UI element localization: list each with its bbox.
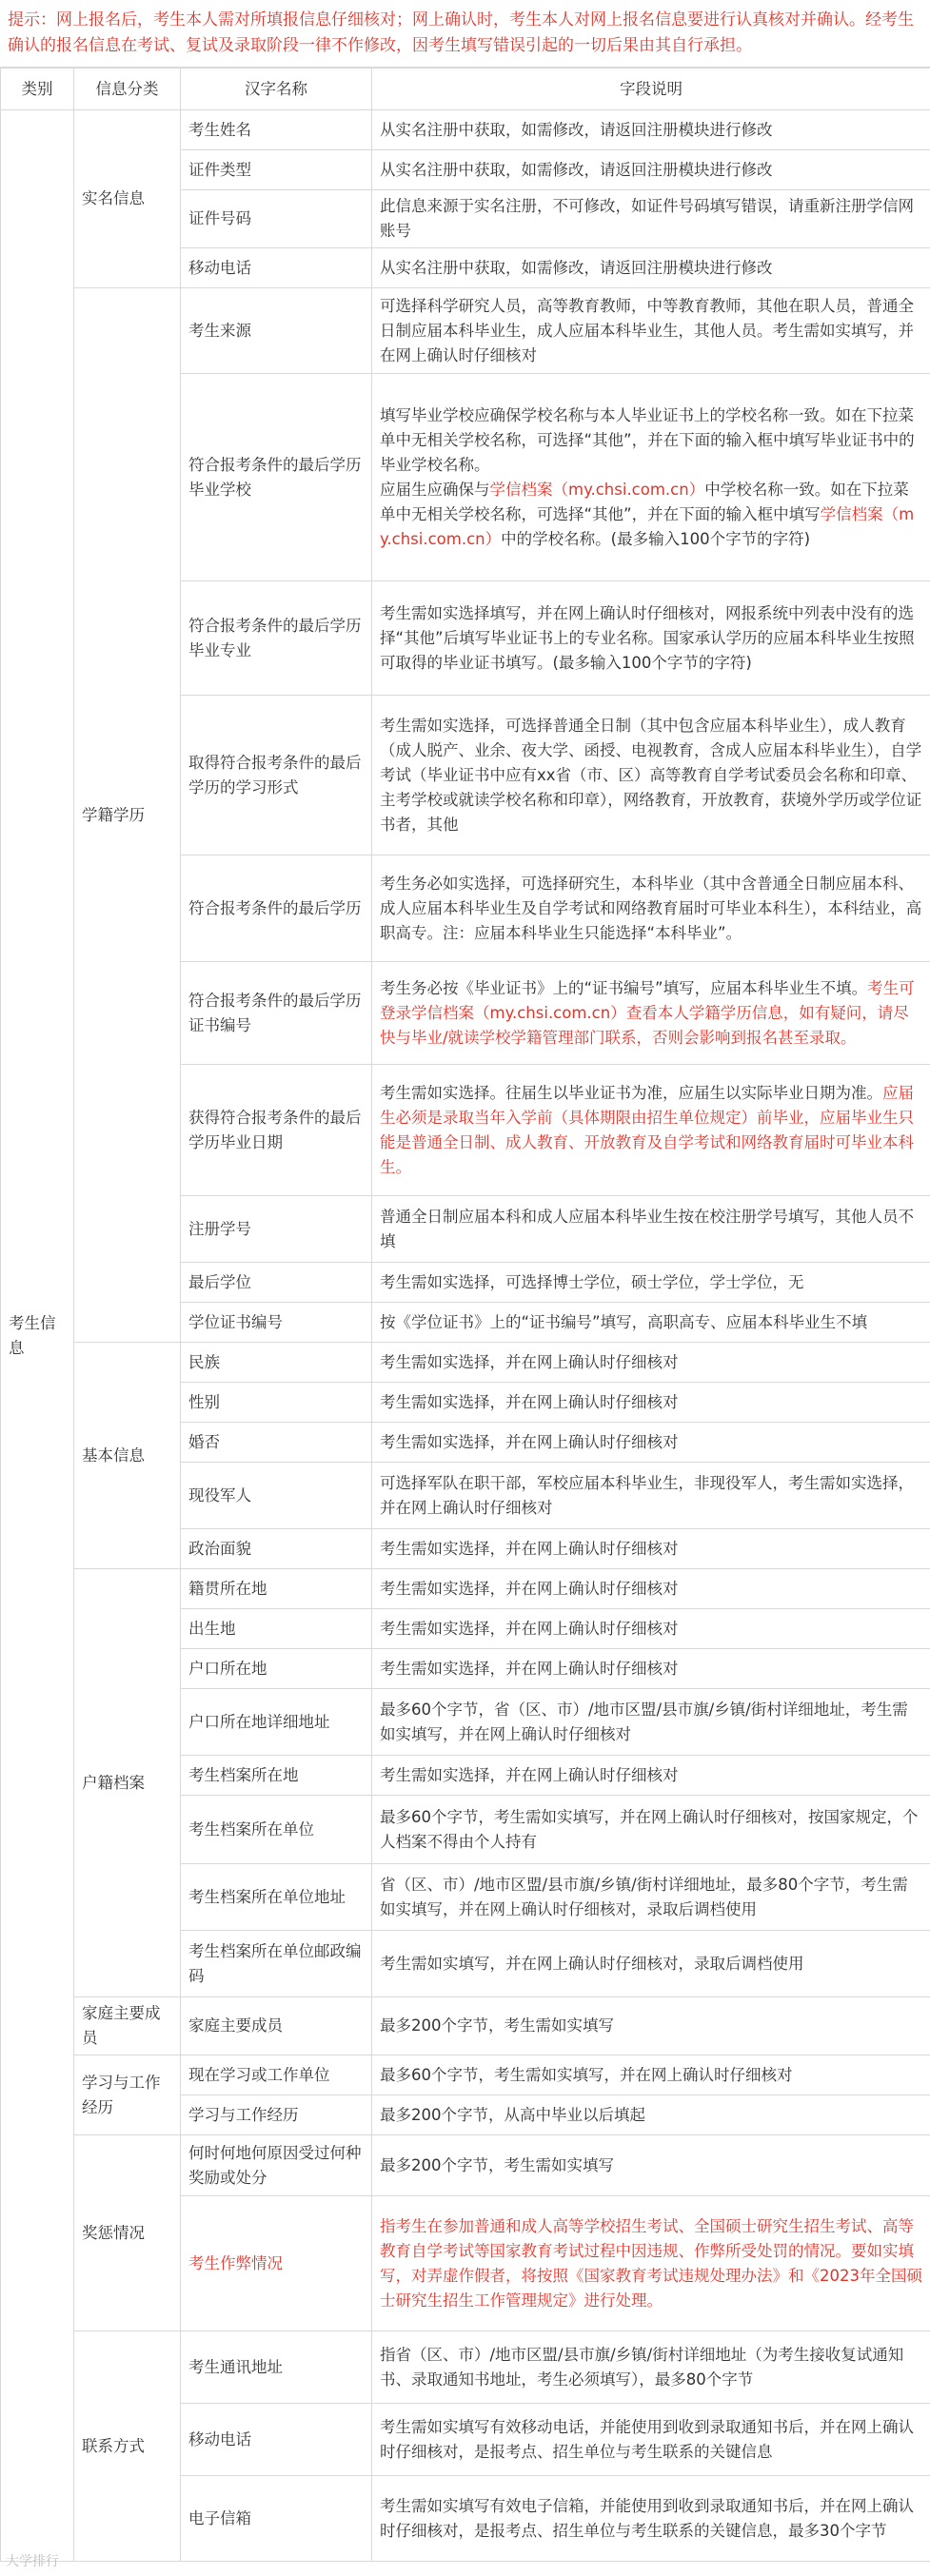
desc-text: 应届生应确保与 (380, 480, 490, 499)
field-desc: 可选择科学研究人员，高等教育教师，中等教育教师，其他在职人员，普通全日制应届本科毕业生，成人应届本科毕业生，其他人员。考生需如实填写，并在网上确认时仔细核对 (372, 288, 930, 374)
field-name: 考生姓名 (181, 110, 372, 150)
field-name: 考生档案所在单位地址 (181, 1864, 372, 1931)
field-desc: 从实名注册中获取，如需修改，请返回注册模块进行修改 (372, 248, 930, 288)
field-desc: 考生需如实选择，并在网上确认时仔细核对 (372, 1649, 930, 1689)
field-desc: 考生需如实选择，并在网上确认时仔细核对 (372, 1343, 930, 1383)
field-desc: 考生务必如实选择，可选择研究生，本科毕业（其中含普通全日制应届本科、成人应届本科毕业生及自学考试和网络教育届时可毕业本科生），本科结业，高职高专。注：应届本科毕业生只能选择“本科毕业”。 (372, 855, 930, 962)
field-name: 户口所在地详细地址 (181, 1689, 372, 1756)
field-desc: 考生需如实填写，并在网上确认时仔细核对，录取后调档使用 (372, 1931, 930, 1997)
field-desc: 考生需如实选择填写，并在网上确认时仔细核对，网报系统中列表中没有的选择“其他”后填写毕业证书上的专业名称。国家承认学历的应届本科毕业生按照可取得的毕业证书填写。(最多输入100个字节的字符) (372, 581, 930, 696)
field-name: 移动电话 (181, 2404, 372, 2476)
table-header-row (1, 69, 930, 110)
field-name: 移动电话 (181, 248, 372, 288)
field-desc (372, 1065, 930, 1196)
table-row (1, 288, 930, 374)
field-desc: 考生需如实选择，并在网上确认时仔细核对 (372, 1383, 930, 1423)
field-name: 考生来源 (181, 288, 372, 374)
table-row (1, 110, 930, 150)
field-name: 性别 (181, 1383, 372, 1423)
field-name: 证件号码 (181, 190, 372, 248)
field-desc: 最多60个字节，省（区、市）/地市区盟/县市旗/乡镇/街村详细地址，考生需如实填写，并在网上确认时仔细核对 (372, 1689, 930, 1756)
table-row (1, 1569, 930, 1609)
desc-text: 考生务必按《毕业证书》上的“证书编号”填写，应届本科毕业生不填。 (380, 978, 868, 997)
field-desc: 最多200个字节，考生需如实填写 (372, 2135, 930, 2196)
field-desc (372, 962, 930, 1065)
field-desc: 最多200个字节，从高中毕业以后填起 (372, 2095, 930, 2135)
group-cell: 学籍学历 (74, 288, 181, 1343)
chsi-link[interactable]: 学信档案（my.chsi.com.cn） (380, 504, 915, 548)
desc-text: 填写毕业学校应确保学校名称与本人毕业证书上的学校名称一致。如在下拉菜单中无相关学校名称，可选择“其他”，并在下面的输入框中填写毕业证书中的毕业学校名称。 (380, 405, 915, 474)
field-name: 取得符合报考条件的最后学历的学习形式 (181, 696, 372, 855)
table-row (1, 2055, 930, 2095)
field-name: 符合报考条件的最后学历毕业专业 (181, 581, 372, 696)
field-desc: 指省（区、市）/地市区盟/县市旗/乡镇/街村详细地址（为考生接收复试通知书、录取通知书地址，考生必须填写），最多80个字节 (372, 2331, 930, 2404)
field-desc: 考生需如实选择，并在网上确认时仔细核对 (372, 1609, 930, 1649)
field-desc: 此信息来源于实名注册，不可修改，如证件号码填写错误，请重新注册学信网账号 (372, 190, 930, 248)
field-desc: 考生需如实选择，并在网上确认时仔细核对 (372, 1423, 930, 1463)
field-desc: 最多60个字节，考生需如实填写，并在网上确认时仔细核对，按国家规定，个人档案不得由个人持有 (372, 1796, 930, 1864)
desc-text: 中学校名称一致。如在下拉菜单中无相关学校名称，可选择“其他”，并在下面的输入框中填写 (380, 480, 909, 523)
group-cell: 基本信息 (74, 1343, 181, 1569)
field-name: 出生地 (181, 1609, 372, 1649)
field-name: 现役军人 (181, 1463, 372, 1529)
group-cell: 家庭主要成员 (74, 1997, 181, 2055)
field-desc: 省（区、市）/地市区盟/县市旗/乡镇/街村详细地址，最多80个字节，考生需如实填写，并在网上确认时仔细核对，录取后调档使用 (372, 1864, 930, 1931)
category-cell: 考生信息 (1, 110, 74, 2562)
field-name: 现在学习或工作单位 (181, 2055, 372, 2095)
field-desc: 指考生在参加普通和成人高等学校招生考试、全国硕士研究生招生考试、高等教育自学考试等国家教育考试过程中因违规、作弊所受处罚的情况。要如实填写，对弄虚作假者，将按照《国家教育考试违规处理办法》和《2023年全国硕士研究生招生工作管理规定》进行处理。 (372, 2196, 930, 2331)
field-name: 政治面貌 (181, 1529, 372, 1569)
field-name: 最后学位 (181, 1263, 372, 1303)
field-name: 民族 (181, 1343, 372, 1383)
field-name: 注册学号 (181, 1196, 372, 1263)
group-cell: 户籍档案 (74, 1569, 181, 1997)
field-desc: 考生需如实选择，可选择普通全日制（其中包含应届本科毕业生），成人教育（成人脱产、业余、夜大学、函授、电视教育，含成人应届本科毕业生），自学考试（毕业证书中应有xx省（市、区）高等教育自学考试委员会名称和印章、主考学校或就读学校名称和印章），网络教育，开放教育，获境外学历或学位证书者，其他 (372, 696, 930, 855)
field-name: 考生档案所在地 (181, 1756, 372, 1796)
info-table (0, 68, 930, 2562)
table-row (1, 2331, 930, 2404)
watermark: 大学排行 (6, 2554, 59, 2569)
field-desc: 考生需如实选择，并在网上确认时仔细核对 (372, 1569, 930, 1609)
field-desc: 按《学位证书》上的“证书编号”填写，高职高专、应届本科毕业生不填 (372, 1303, 930, 1343)
notice-banner: 提示：网上报名后，考生本人需对所填报信息仔细核对；网上确认时，考生本人对网上报名信息要进行认真核对并确认。经考生确认的报名信息在考试、复试及录取阶段一律不作修改，因考生填写错误引起的一切后果由其自行承担。 (0, 0, 930, 68)
header-name: 汉字名称 (181, 69, 372, 110)
group-cell: 学习与工作经历 (74, 2055, 181, 2135)
field-name: 符合报考条件的最后学历 (181, 855, 372, 962)
field-name: 家庭主要成员 (181, 1997, 372, 2055)
header-info-type: 信息分类 (74, 69, 181, 110)
desc-text: 中的学校名称。(最多输入100个字节的字符) (501, 529, 811, 548)
desc-warning: 考生可登录学信档案（my.chsi.com.cn）查看本人学籍学历信息，如有疑问，请尽快与毕业/就读学校学籍管理部门联系，否则会影响到报名甚至录取。 (380, 978, 915, 1047)
field-desc: 考生需如实选择，可选择博士学位，硕士学位，学士学位，无 (372, 1263, 930, 1303)
field-desc: 考生需如实填写有效移动电话，并能使用到收到录取通知书后，并在网上确认时仔细核对，是报考点、招生单位与考生联系的关键信息 (372, 2404, 930, 2476)
field-name: 何时何地何原因受过何种奖励或处分 (181, 2135, 372, 2196)
field-desc: 考生需如实填写有效电子信箱，并能使用到收到录取通知书后，并在网上确认时仔细核对，是报考点、招生单位与考生联系的关键信息，最多30个字节 (372, 2476, 930, 2562)
field-name: 证件类型 (181, 150, 372, 190)
table-row (1, 2135, 930, 2196)
field-name: 考生通讯地址 (181, 2331, 372, 2404)
field-name: 户口所在地 (181, 1649, 372, 1689)
header-category: 类别 (1, 69, 74, 110)
field-name: 籍贯所在地 (181, 1569, 372, 1609)
header-desc: 字段说明 (372, 69, 930, 110)
field-name: 考生档案所在单位邮政编码 (181, 1931, 372, 1997)
group-cell: 奖惩情况 (74, 2135, 181, 2331)
field-desc: 普通全日制应届本科和成人应届本科毕业生按在校注册学号填写，其他人员不填 (372, 1196, 930, 1263)
field-desc: 考生需如实选择，并在网上确认时仔细核对 (372, 1756, 930, 1796)
field-name: 获得符合报考条件的最后学历毕业日期 (181, 1065, 372, 1196)
field-name: 学习与工作经历 (181, 2095, 372, 2135)
field-name: 符合报考条件的最后学历证书编号 (181, 962, 372, 1065)
table-row (1, 1343, 930, 1383)
field-name: 婚否 (181, 1423, 372, 1463)
field-desc: 最多200个字节，考生需如实填写 (372, 1997, 930, 2055)
field-name: 学位证书编号 (181, 1303, 372, 1343)
desc-warning: 应届生必须是录取当年入学前（具体期限由招生单位规定）前毕业，应届毕业生只能是普通全日制、成人教育、开放教育及自学考试和网络教育届时可毕业本科生。 (380, 1083, 914, 1176)
chsi-link[interactable]: 学信档案（my.chsi.com.cn） (489, 480, 705, 499)
field-desc: 最多60个字节，考生需如实填写，并在网上确认时仔细核对 (372, 2055, 930, 2095)
field-desc: 可选择军队在职干部，军校应届本科毕业生，非现役军人，考生需如实选择，并在网上确认时仔细核对 (372, 1463, 930, 1529)
group-cell: 联系方式 (74, 2331, 181, 2562)
field-desc: 从实名注册中获取，如需修改，请返回注册模块进行修改 (372, 150, 930, 190)
field-desc (372, 374, 930, 581)
table-row (1, 1997, 930, 2055)
field-name: 符合报考条件的最后学历毕业学校 (181, 374, 372, 581)
desc-text: 考生需如实选择。往届生以毕业证书为准，应届生以实际毕业日期为准。 (380, 1083, 882, 1102)
field-name: 电子信箱 (181, 2476, 372, 2562)
group-cell: 实名信息 (74, 110, 181, 288)
field-desc: 从实名注册中获取，如需修改，请返回注册模块进行修改 (372, 110, 930, 150)
field-desc: 考生需如实选择，并在网上确认时仔细核对 (372, 1529, 930, 1569)
field-name: 考生档案所在单位 (181, 1796, 372, 1864)
field-name: 考生作弊情况 (181, 2196, 372, 2331)
